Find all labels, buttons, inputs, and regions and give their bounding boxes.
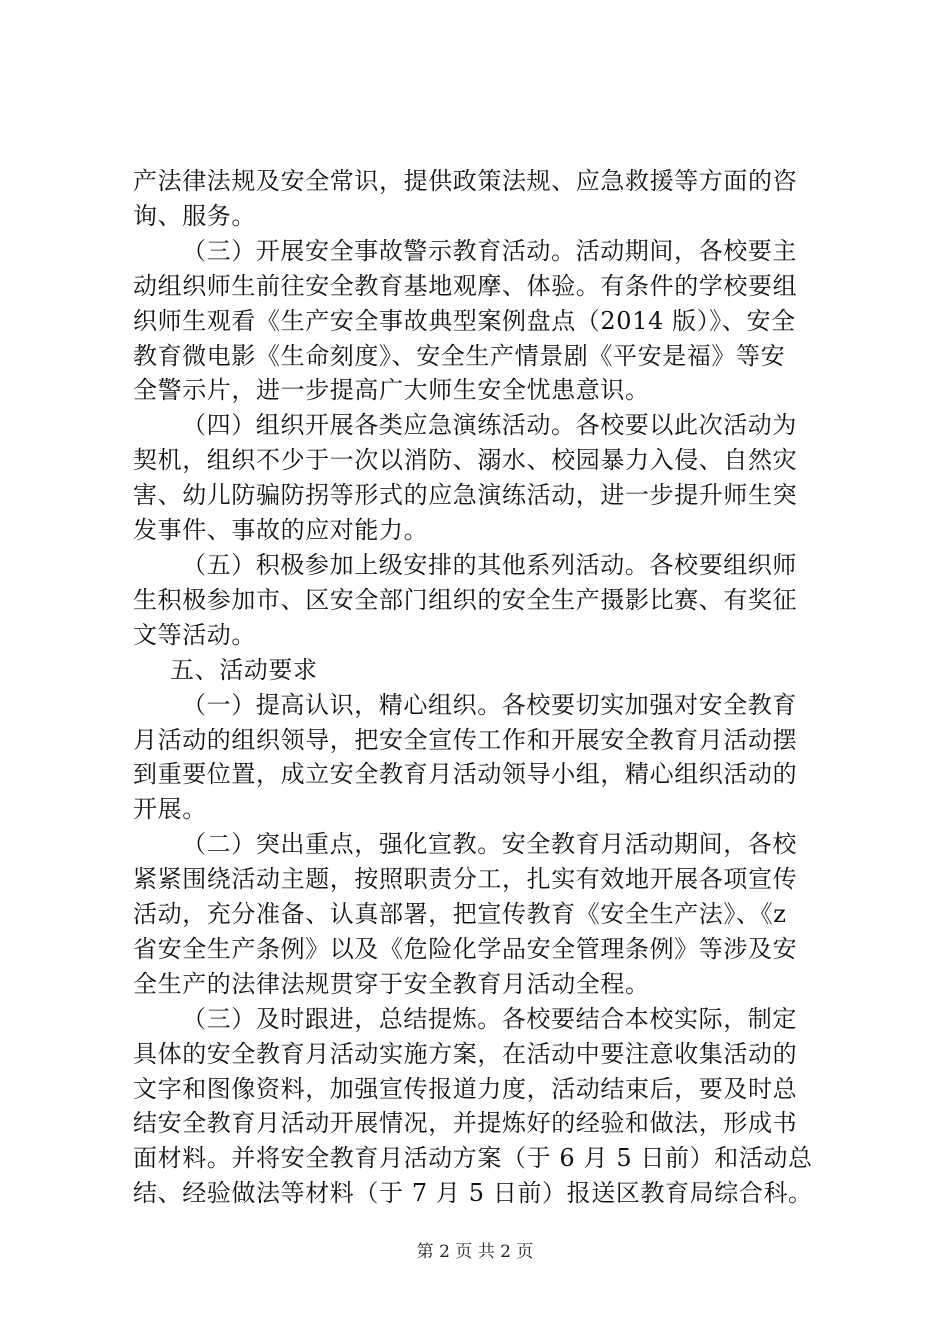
document-body <box>133 164 833 1211</box>
body-line: （三）开展安全事故警示教育活动。活动期间，各校要主 <box>182 236 797 265</box>
body-line: （三）及时跟进，总结提炼。各校要结合本校实际，制定 <box>182 1004 797 1033</box>
body-line: 面材料。并将安全教育月活动方案（于 6 月 5 日前）和活动总 <box>133 1144 813 1173</box>
body-line: 生积极参加市、区安全部门组织的安全生产摄影比赛、有奖征 <box>133 585 798 614</box>
body-line: 动组织师生前往安全教育基地观摩、体验。有条件的学校要组 <box>133 271 798 300</box>
body-line: 文字和图像资料，加强宣传报道力度，活动结束后，要及时总 <box>133 1074 798 1103</box>
body-line: 具体的安全教育月活动实施方案，在活动中要注意收集活动的 <box>133 1039 798 1068</box>
body-line: 活动，充分准备、认真部署，把宣传教育《安全生产法》、《z <box>133 900 787 929</box>
body-line: 教育微电影《生命刻度》、安全生产情景剧《平安是福》等安 <box>133 341 786 370</box>
body-line: 文等活动。 <box>133 620 256 649</box>
page-number-footer: 第 2 页 共 2 页 <box>416 1242 534 1262</box>
body-line: （五）积极参加上级安排的其他系列活动。各校要组织师 <box>182 550 797 579</box>
body-line: 害、幼儿防骗防拐等形式的应急演练活动，进一步提升师生突 <box>133 481 798 510</box>
body-line: 全警示片，进一步提高广大师生安全忧患意识。 <box>133 376 650 405</box>
body-line: 结、经验做法等材料（于 7 月 5 日前）报送区教育局综合科。 <box>133 1179 813 1208</box>
body-line: 紧紧围绕活动主题，按照职责分工，扎实有效地开展各项宣传 <box>133 865 798 894</box>
body-line: 契机，组织不少于一次以消防、溺水、校园暴力入侵、自然灾 <box>133 446 798 475</box>
body-line: 全生产的法律法规贯穿于安全教育月活动全程。 <box>133 969 650 998</box>
body-line: 月活动的组织领导，把安全宣传工作和开展安全教育月活动摆 <box>133 725 798 754</box>
body-line: （四）组织开展各类应急演练活动。各校要以此次活动为 <box>182 411 797 440</box>
body-line: 发事件、事故的应对能力。 <box>133 516 429 545</box>
body-line: 开展。 <box>133 795 207 824</box>
body-line: 询、服务。 <box>133 201 256 230</box>
body-line: 织师生观看《生产安全事故典型案例盘点（2014 版）》、安全 <box>133 306 796 335</box>
body-line: 到重要位置，成立安全教育月活动领导小组，精心组织活动的 <box>133 760 798 789</box>
body-line: 产法律法规及安全常识，提供政策法规、应急救援等方面的咨 <box>133 167 798 195</box>
body-line: 结安全教育月活动开展情况，并提炼好的经验和做法，形成书 <box>133 1109 798 1138</box>
section-heading: 五、活动要求 <box>170 655 318 684</box>
body-line: （二）突出重点，强化宣教。安全教育月活动期间，各校 <box>182 830 797 859</box>
body-line: （一）提高认识，精心组织。各校要切实加强对安全教育 <box>182 690 797 719</box>
body-line: 省安全生产条例》以及《危险化学品安全管理条例》等涉及安 <box>133 934 798 963</box>
